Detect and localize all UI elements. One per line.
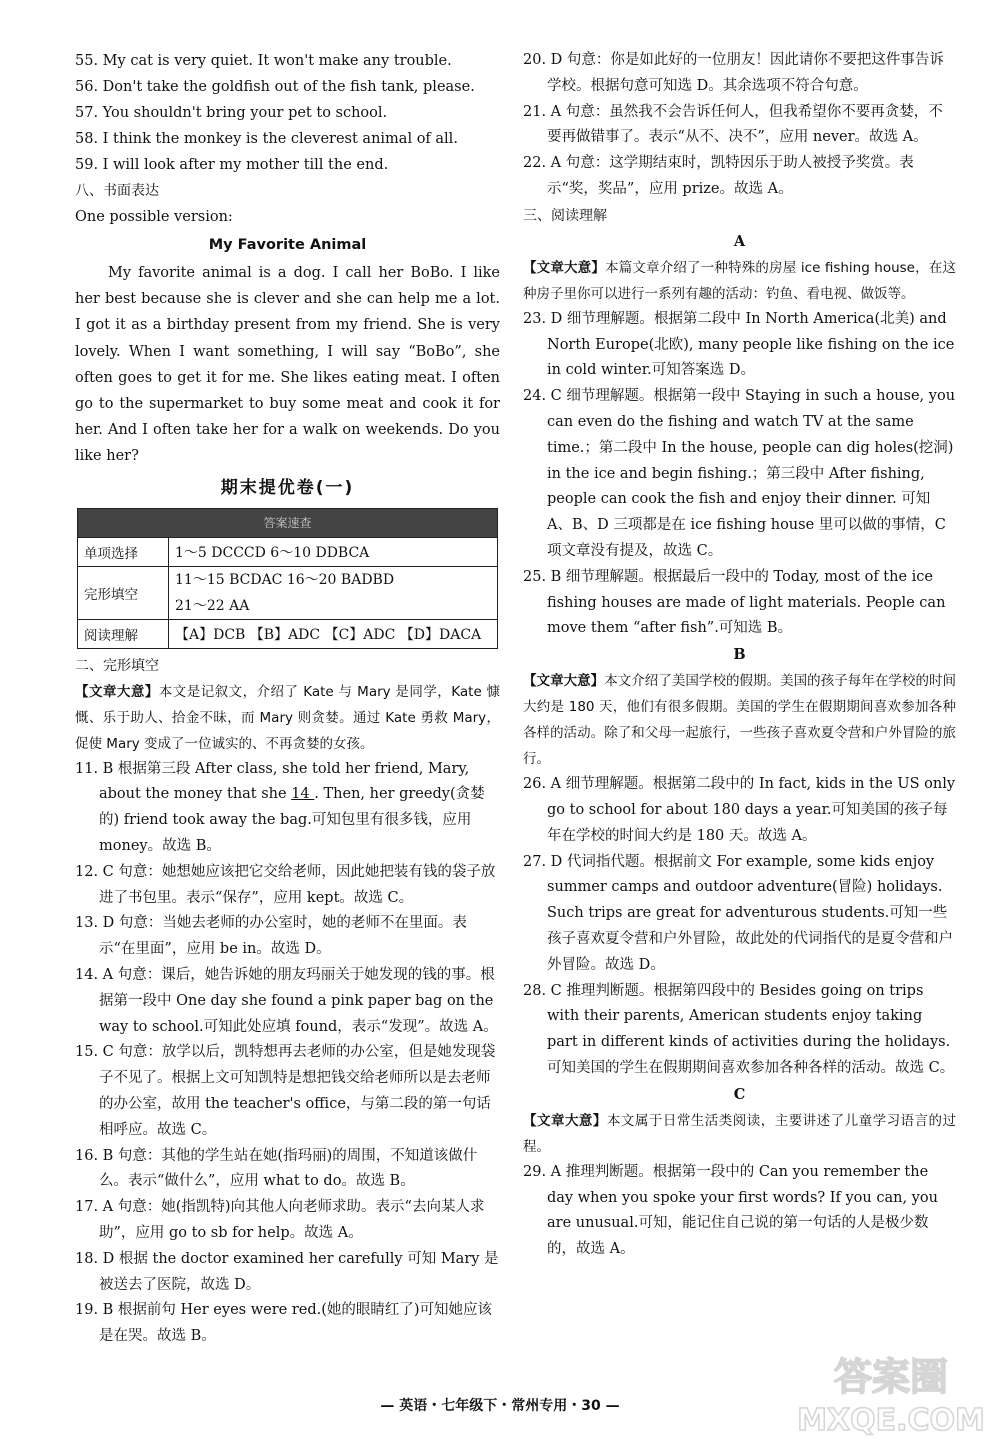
cloze-summary bbox=[75, 679, 500, 757]
left-column bbox=[75, 48, 500, 1350]
watermark-bottom: MXQE.COM bbox=[797, 1403, 985, 1437]
answer-13: 13. D 句意：当她去老师的办公室时，她的老师不在里面。表示“在里面”，应用 be in。故选 D。 bbox=[75, 915, 467, 958]
answer-11-part2: . Then, her greedy(贪婪的) friend took away the bag.可知包里有很多钱，应用 money。故选 B。 bbox=[99, 786, 485, 855]
answer-29: 29. A 推理判断题。根据第一段中的 Can you remember the day when you spoke your first words? If you can, you are unusual.可知，能记住自己说的第一句话的人是极少数的，故选 A。 bbox=[523, 1163, 938, 1258]
answer-57: 57. You shouldn't bring your pet to school. bbox=[75, 105, 388, 121]
summary-tag: 【文章大意】 bbox=[523, 673, 605, 690]
summary-tag: 【文章大意】 bbox=[523, 259, 606, 276]
section-heading-writing: 八、书面表达 bbox=[75, 183, 159, 199]
answer-19: 19. B 根据前句 Her eyes were red.(她的眼睛红了)可知她应该是在哭。故选 B。 bbox=[75, 1302, 493, 1345]
answer-58: 58. I think the monkey is the cleverest animal of all. bbox=[75, 131, 458, 147]
answer-21: 21. A 句意：虽然我不会告诉任何人，但我希望你不要再贪婪，不要再做错事了。表示“从不、决不”，应用 never。故选 A。 bbox=[523, 103, 943, 146]
essay-title: My Favorite Animal bbox=[208, 237, 367, 253]
summary-text: 本文介绍了美国学校的假期。美国的孩子每年在学校的时间大约是 180 天，他们有很多假期。美国的学生在假期期间喜欢参加各种各样的活动。除了和父母一起旅行，一些孩子喜欢夏令营和户外冒险的旅行。 bbox=[523, 673, 957, 768]
answer-15: 15. C 句意：放学以后，凯特想再去老师的办公室，但是她发现袋子不见了。根据上文可知凯特是想把钱交给老师所以是去老师的办公室，故用 the teacher's office，与第二段的第一句话相呼应。故选 C。 bbox=[75, 1044, 496, 1138]
exam-title: 期末提优卷(一) bbox=[220, 477, 355, 498]
right-column bbox=[523, 48, 956, 1263]
summary-text: 本文属于日常生活类阅读，主要讲述了儿童学习语言的过程。 bbox=[523, 1112, 957, 1155]
answer-59: 59. I will look after my mother till the end. bbox=[75, 157, 389, 173]
answer-key-value bbox=[169, 566, 498, 619]
answer-14: 14. A 句意：课后，她告诉她的朋友玛丽关于她发现的钱的事。根据第一段中 One day she found a pink paper bag on the way to school.可知此处应填 found，表示“发现”。故选 A。 bbox=[75, 967, 498, 1035]
answer-25: 25. B 细节理解题。根据最后一段中的 Today, most of the ice fishing houses are made of light materials. People can move them “after fish”.可知选 B。 bbox=[523, 568, 946, 637]
answer-23: 23. D 细节理解题。根据第二段中 In North America(北美) and North Europe(北欧), many people like fishing on the ice in cold winter.可知答案选 D。 bbox=[523, 310, 955, 379]
answer-20: 20. D 句意：你是如此好的一位朋友！因此请你不要把这件事告诉学校。根据句意可知选 D。其余选项不符合句意。 bbox=[523, 52, 944, 94]
summary-tag: 【文章大意】 bbox=[523, 1112, 607, 1129]
answer-18: 18. D 根据 the doctor examined her carefully 可知 Mary 是被送去了医院，故选 D。 bbox=[75, 1250, 499, 1293]
answer-22: 22. A 句意：这学期结束时，凯特因乐于助人被授予奖赏。表示“奖，奖品”，应用 prize。故选 A。 bbox=[523, 155, 914, 197]
summary-text: 本篇文章介绍了一种特殊的房屋 ice fishing house，在这种房子里你可以进行一系列有趣的活动：钓鱼、看电视、做饭等。 bbox=[523, 259, 956, 302]
summary-text: 本文是记叙文，介绍了 Kate 与 Mary 是同学，Kate 慷慨、乐于助人、拾金不昧，而 Mary 则贪婪。通过 Kate 勇救 Mary，促使 Mary 变成了一位诚实的、不再贪婪的女孩。 bbox=[75, 683, 501, 752]
answer-key-value-line: 11～15 BCDAC 16～20 BADBD bbox=[175, 571, 395, 588]
answer-key-label: 单项选择 bbox=[78, 537, 169, 566]
watermark-logo bbox=[796, 1342, 986, 1437]
answer-56: 56. Don't take the goldfish out of the fish tank, please. bbox=[75, 79, 475, 95]
answer-24: 24. C 细节理解题。根据第一段中 Staying in such a house, you can even do the fishing and watch TV at the same time.；第二段中 In the house, people can dig holes(挖洞) in the ice and begin fishing.；第三段中 After fishing, people can cook the fish and enjoy their dinner. 可知 A、B、D 三项都是在 ice fishing house 里可以做的事情，C 项文章没有提及，故选 C。 bbox=[523, 388, 956, 559]
answer-11-blank: 14 bbox=[291, 786, 315, 803]
answer-27: 27. D 代词指代题。根据前文 For example, some kids enjoy summer camps and outdoor adventure(冒险) holidays. Such trips are great for adventurous students.可知一些孩子喜欢夏令营和户外冒险，故此处的代词指代的是夏令营和户外冒险。故选 D。 bbox=[523, 853, 953, 973]
passage-letter-b: B bbox=[733, 646, 746, 664]
answer-17: 17. A 句意：她(指凯特)向其他人向老师求助。表示“去向某人求助”，应用 go to sb for help。故选 A。 bbox=[75, 1199, 485, 1241]
answer-key-value: 【A】DCB 【B】ADC 【C】ADC 【D】DACA bbox=[169, 619, 498, 648]
answer-key-value-line: 21～22 AA bbox=[175, 597, 250, 614]
answer-key-table bbox=[77, 508, 498, 649]
passage-c-summary bbox=[523, 1108, 956, 1160]
summary-tag: 【文章大意】 bbox=[75, 683, 159, 700]
passage-a-summary bbox=[523, 255, 956, 307]
answer-key-value: 1～5 DCCCD 6～10 DDBCA bbox=[169, 537, 498, 566]
answer-16: 16. B 句意：其他的学生站在她(指玛丽)的周围，不知道该做什么。表示“做什么”，应用 what to do。故选 B。 bbox=[75, 1147, 478, 1190]
possible-version-label: One possible version: bbox=[75, 209, 233, 225]
answer-11 bbox=[75, 757, 500, 860]
page-footer: — 英语・七年级下・常州专用・30 — bbox=[380, 1398, 620, 1414]
answer-28: 28. C 推理判断题。根据第四段中的 Besides going on trips with their parents, American students enjoy taking part in different kinds of activities during the holidays.可知美国的学生在假期期间喜欢参加各种各样的活动。故选 C。 bbox=[523, 982, 955, 1076]
watermark-top: 答案圈 bbox=[833, 1355, 949, 1399]
answer-26: 26. A 细节理解题。根据第二段中的 In fact, kids in the US only go to school for about 180 days a year.可知美国的孩子每年在学校的时间大约是 180 天。故选 A。 bbox=[523, 776, 956, 844]
answer-11-part1: 11. B 根据第三段 After class, she told her friend, Mary, about the money that she bbox=[75, 760, 470, 803]
answer-12: 12. C 句意：她想她应该把它交给老师，因此她把装有钱的袋子放进了书包里。表示“保存”，应用 kept。故选 C。 bbox=[75, 863, 496, 906]
answer-key-label: 完形填空 bbox=[78, 566, 169, 619]
passage-letter-c: C bbox=[733, 1085, 746, 1103]
answer-key-header: 答案速查 bbox=[78, 508, 498, 537]
answer-55: 55. My cat is very quiet. It won't make any trouble. bbox=[75, 53, 452, 69]
answer-key-label: 阅读理解 bbox=[78, 619, 169, 648]
essay-body: My favorite animal is a dog. I call her BoBo. I like her best because she is clever and she can help me a lot. I got it as a birthday present from my friend. She is very lovely. When I want something, I will say “BoBo”, she often goes to get it for me. She likes eating meat. I often go to the supermarket to buy some meat and cook it for her. And I often take her for a walk on weekends. Do you like her? bbox=[75, 265, 500, 465]
passage-letter-a: A bbox=[733, 232, 746, 250]
section-heading-reading: 三、阅读理解 bbox=[523, 207, 607, 224]
passage-b-summary bbox=[523, 668, 956, 772]
section-heading-cloze: 二、完形填空 bbox=[75, 657, 159, 674]
